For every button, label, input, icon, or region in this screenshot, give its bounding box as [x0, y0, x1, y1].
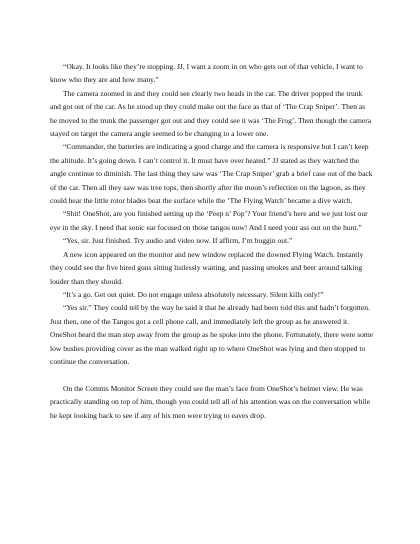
paragraph: “Commander, the batteries are indicating a good charge and the camera is responsive but I can’t keep the altitude. It’s going down. I can’t control it. It must have over heated.” JJ stated as they watched the angle continue to diminish. The last thing they saw was ‘The Crap Sniper’ grab a brief case out of the back of the car. Then all they saw was tree tops, then shortly after the moon’s reflection on the lagoon, as they could hear the little rotor blades beat the surface while the ‘The Flying Watch’ became a dive watch.	[50, 142, 373, 206]
paragraph: “It’s a go. Get out quiet. Do not engage unless absolutely necessary. Silent kills only!”	[63, 289, 324, 299]
body-text	[50, 60, 374, 422]
paragraph: “Yes sir.” They could tell by the way he said it that he already had been told this and hadn’t forgotten. Just then, one of the Tangos got a cell phone call, and immediately left the group as he answered it. OneShot heard the man step away from the group as he spoke into the phone. Fortunately, there were some low bushes providing cover as the man walked right up to where OneShot was lying and then stopped to continue the conversation.	[50, 303, 374, 366]
paragraph: “Okay. It looks like they’re stopping. JJ, I want a zoom in on who gets out of that vehicle, I want to know who they are and how many.”	[50, 62, 363, 85]
paragraph: On the Comms Monitor Screen they could see the man’s face from OneShot’s helmet view. He was practically standing on top of him, though you could tell all of his attention was on the conversation while he kept looking back to see if any of his men were trying to eaves drop.	[50, 383, 371, 420]
paragraph: A new icon appeared on the monitor and new window replaced the downed Flying Watch. Instantly they could see the five hired guns sitting listlessly waiting, and passing smokes and beer around talking louder than they should.	[50, 249, 364, 286]
paragraph: “Shit! OneShot, are you finished setting up the ‘Peep n’ Pop’? Your friend’s here and we just lost our eye in the sky. I need that sonic ear focused on those tangos now! And I need your ass out on the hunt.”	[50, 209, 368, 232]
paragraph: The camera zoomed in and they could see clearly two heads in the car. The driver popped the trunk and got out of the car. As he stood up they could make out the face as that of ‘The Crap Sniper’. Then as he moved to the trunk the passenger got out and they could see it was ‘The Frog’. Then though the camera stayed on target the camera angle seemed to be changing to a lower one.	[50, 88, 372, 139]
paragraph: “Yes, sir. Just finished. Try audio and video now. If affirm, I’m buggin out.”	[63, 236, 293, 246]
